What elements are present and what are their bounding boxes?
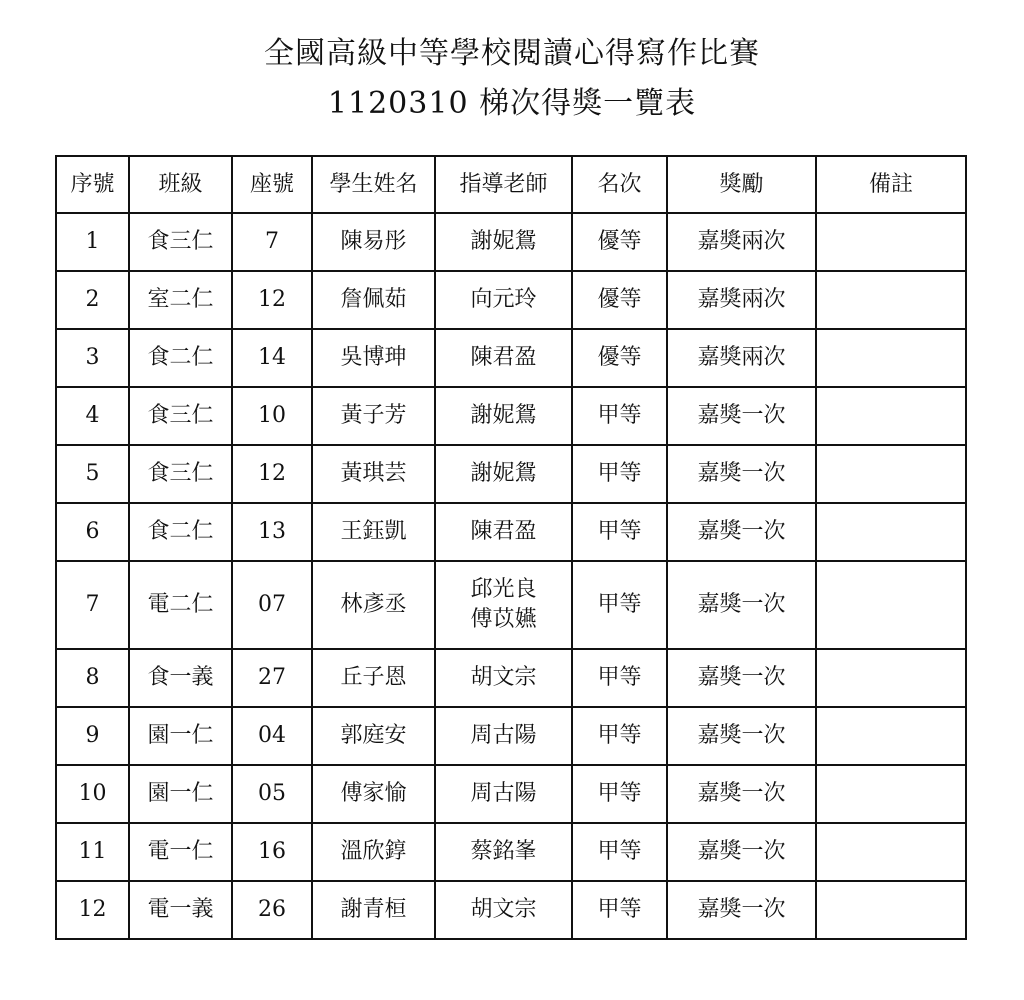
header-seat-number: 座號 <box>232 156 312 213</box>
cell-rank: 甲等 <box>572 445 667 503</box>
cell-remarks <box>816 329 966 387</box>
cell-serial-number: 6 <box>56 503 129 561</box>
cell-award: 嘉獎一次 <box>667 445 816 503</box>
advisor-name: 謝妮鴛 <box>470 461 537 486</box>
cell-rank: 優等 <box>572 213 667 271</box>
header-serial-number: 序號 <box>56 156 129 213</box>
advisor-name: 向元玲 <box>470 287 537 312</box>
cell-student-name: 丘子恩 <box>312 649 435 707</box>
cell-rank: 甲等 <box>572 823 667 881</box>
cell-advisor <box>435 503 572 561</box>
cell-award: 嘉獎一次 <box>667 707 816 765</box>
cell-serial-number: 12 <box>56 881 129 939</box>
cell-class: 電二仁 <box>129 561 232 649</box>
cell-award: 嘉獎一次 <box>667 823 816 881</box>
cell-student-name: 吳博珅 <box>312 329 435 387</box>
cell-advisor <box>435 387 572 445</box>
cell-rank: 甲等 <box>572 881 667 939</box>
cell-rank: 甲等 <box>572 707 667 765</box>
cell-student-name: 黃子芳 <box>312 387 435 445</box>
cell-class: 室二仁 <box>129 271 232 329</box>
cell-seat-number: 04 <box>232 707 312 765</box>
cell-award: 嘉獎一次 <box>667 503 816 561</box>
cell-student-name: 黃琪芸 <box>312 445 435 503</box>
table-body <box>56 213 966 939</box>
header-award: 獎勵 <box>667 156 816 213</box>
cell-class: 食一義 <box>129 649 232 707</box>
cell-remarks <box>816 503 966 561</box>
header-advisor: 指導老師 <box>435 156 572 213</box>
header-remarks: 備註 <box>816 156 966 213</box>
advisor-name: 邱光良 <box>470 577 537 602</box>
cell-student-name: 陳易彤 <box>312 213 435 271</box>
cell-rank: 甲等 <box>572 387 667 445</box>
table-row <box>56 707 966 765</box>
cell-serial-number: 2 <box>56 271 129 329</box>
cell-advisor <box>435 823 572 881</box>
cell-serial-number: 1 <box>56 213 129 271</box>
table-row <box>56 765 966 823</box>
cell-award: 嘉獎一次 <box>667 765 816 823</box>
table-row <box>56 561 966 649</box>
cell-rank: 優等 <box>572 329 667 387</box>
cell-class: 電一仁 <box>129 823 232 881</box>
advisor-name: 胡文宗 <box>470 897 537 922</box>
table-row <box>56 213 966 271</box>
cell-seat-number: 12 <box>232 445 312 503</box>
cell-seat-number: 07 <box>232 561 312 649</box>
cell-class: 園一仁 <box>129 765 232 823</box>
document-title: 全國高級中等學校閱讀心得寫作比賽 <box>264 36 760 71</box>
cell-remarks <box>816 649 966 707</box>
cell-seat-number: 27 <box>232 649 312 707</box>
cell-award: 嘉獎一次 <box>667 881 816 939</box>
cell-seat-number: 12 <box>232 271 312 329</box>
cell-remarks <box>816 445 966 503</box>
cell-class: 園一仁 <box>129 707 232 765</box>
cell-advisor <box>435 707 572 765</box>
cell-advisor <box>435 881 572 939</box>
cell-student-name: 傅家愉 <box>312 765 435 823</box>
cell-student-name: 郭庭安 <box>312 707 435 765</box>
cell-serial-number: 11 <box>56 823 129 881</box>
cell-advisor <box>435 271 572 329</box>
cell-award: 嘉獎一次 <box>667 561 816 649</box>
cell-student-name: 王鈺凱 <box>312 503 435 561</box>
cell-class: 食二仁 <box>129 503 232 561</box>
cell-rank: 甲等 <box>572 649 667 707</box>
cell-rank: 優等 <box>572 271 667 329</box>
header-rank: 名次 <box>572 156 667 213</box>
cell-serial-number: 5 <box>56 445 129 503</box>
cell-award: 嘉獎一次 <box>667 387 816 445</box>
cell-award: 嘉獎兩次 <box>667 329 816 387</box>
cell-class: 食三仁 <box>129 387 232 445</box>
cell-remarks <box>816 213 966 271</box>
cell-seat-number: 10 <box>232 387 312 445</box>
award-results-table <box>55 155 967 940</box>
cell-advisor <box>435 329 572 387</box>
cell-remarks <box>816 881 966 939</box>
cell-student-name: 溫欣錞 <box>312 823 435 881</box>
advisor-name: 蔡銘峯 <box>470 839 537 864</box>
cell-remarks <box>816 387 966 445</box>
cell-serial-number: 10 <box>56 765 129 823</box>
cell-rank: 甲等 <box>572 503 667 561</box>
cell-seat-number: 7 <box>232 213 312 271</box>
cell-class: 食二仁 <box>129 329 232 387</box>
cell-serial-number: 7 <box>56 561 129 649</box>
table-header-row <box>56 156 966 213</box>
cell-student-name: 林彥丞 <box>312 561 435 649</box>
table-row <box>56 445 966 503</box>
cell-seat-number: 16 <box>232 823 312 881</box>
cell-rank: 甲等 <box>572 561 667 649</box>
cell-class: 食三仁 <box>129 445 232 503</box>
cell-serial-number: 3 <box>56 329 129 387</box>
advisor-name: 陳君盈 <box>470 519 537 544</box>
advisor-name: 胡文宗 <box>470 665 537 690</box>
cell-advisor <box>435 213 572 271</box>
cell-remarks <box>816 707 966 765</box>
cell-class: 食三仁 <box>129 213 232 271</box>
cell-award: 嘉獎兩次 <box>667 271 816 329</box>
cell-seat-number: 05 <box>232 765 312 823</box>
table-row <box>56 503 966 561</box>
cell-rank: 甲等 <box>572 765 667 823</box>
advisor-name: 周古陽 <box>470 723 537 748</box>
advisor-name: 周古陽 <box>470 781 537 806</box>
advisor-name: 傅苡嬿 <box>470 607 537 632</box>
cell-class: 電一義 <box>129 881 232 939</box>
cell-advisor <box>435 765 572 823</box>
cell-seat-number: 14 <box>232 329 312 387</box>
cell-seat-number: 26 <box>232 881 312 939</box>
advisor-name: 謝妮鴛 <box>470 403 537 428</box>
cell-serial-number: 8 <box>56 649 129 707</box>
cell-advisor <box>435 649 572 707</box>
cell-remarks <box>816 271 966 329</box>
table-row <box>56 329 966 387</box>
header-student-name: 學生姓名 <box>312 156 435 213</box>
cell-advisor <box>435 445 572 503</box>
table-row <box>56 387 966 445</box>
advisor-name: 陳君盈 <box>470 345 537 370</box>
table-row <box>56 881 966 939</box>
cell-remarks <box>816 561 966 649</box>
cell-remarks <box>816 823 966 881</box>
cell-advisor <box>435 561 572 649</box>
cell-award: 嘉獎兩次 <box>667 213 816 271</box>
table-row <box>56 823 966 881</box>
cell-seat-number: 13 <box>232 503 312 561</box>
cell-remarks <box>816 765 966 823</box>
cell-student-name: 詹佩茹 <box>312 271 435 329</box>
cell-serial-number: 4 <box>56 387 129 445</box>
table-row <box>56 649 966 707</box>
table-row <box>56 271 966 329</box>
document-subtitle: 1120310 梯次得獎一覽表 <box>327 86 697 121</box>
cell-serial-number: 9 <box>56 707 129 765</box>
header-class: 班級 <box>129 156 232 213</box>
cell-award: 嘉獎一次 <box>667 649 816 707</box>
advisor-name: 謝妮鴛 <box>470 229 537 254</box>
cell-student-name: 謝青桓 <box>312 881 435 939</box>
